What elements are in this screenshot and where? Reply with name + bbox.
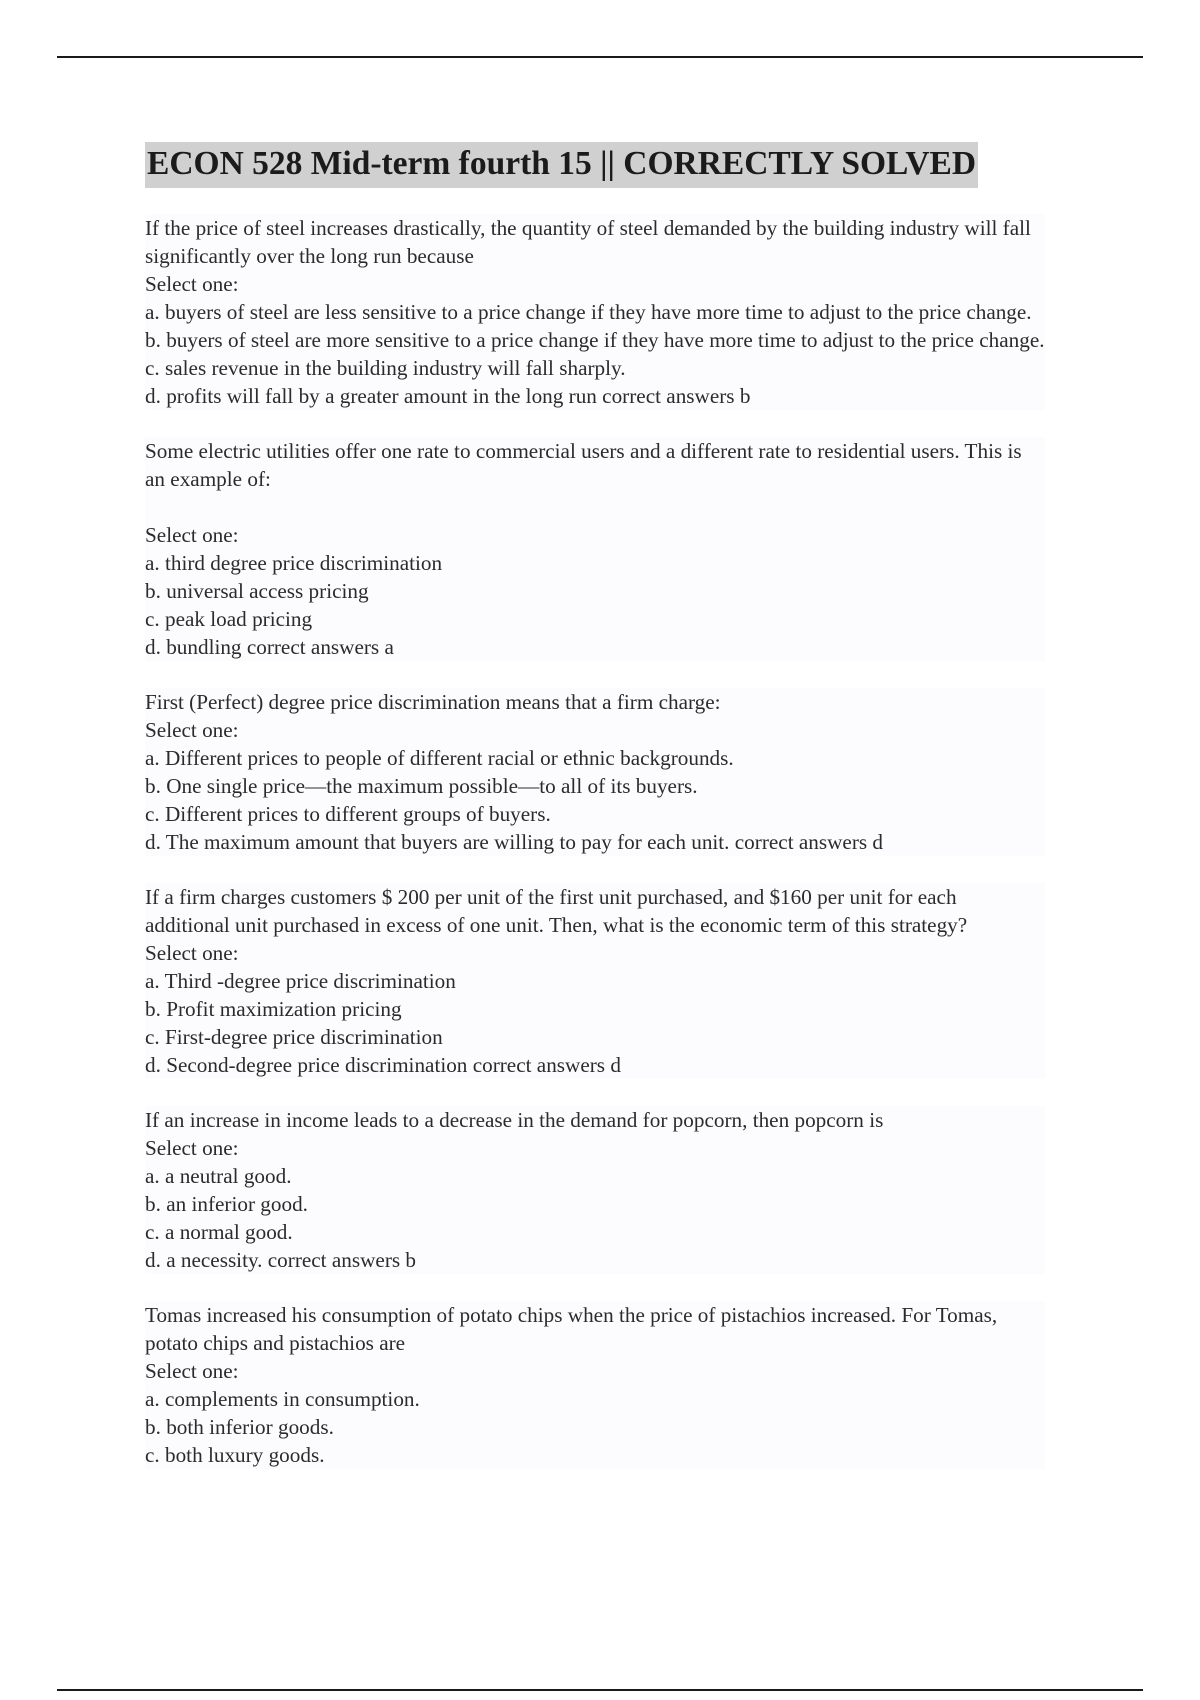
answer-option: a. buyers of steel are less sensitive to a price change if they have more time to adjust to the price change. xyxy=(145,300,1032,324)
answer-option: d. bundling correct answers a xyxy=(145,635,394,659)
answer-option: b. universal access pricing xyxy=(145,579,369,603)
question-4 xyxy=(145,883,1045,1079)
select-one-label: Select one: xyxy=(145,1359,239,1383)
document-title: ECON 528 Mid-term fourth 15 || CORRECTLY SOLVED xyxy=(145,142,978,188)
answer-option: b. both inferior goods. xyxy=(145,1415,334,1439)
answer-option: c. Different prices to different groups of buyers. xyxy=(145,802,551,826)
answer-option: a. a neutral good. xyxy=(145,1164,292,1188)
bottom-rule xyxy=(57,1689,1143,1691)
answer-option: c. sales revenue in the building industry will fall sharply. xyxy=(145,356,626,380)
select-one-label: Select one: xyxy=(145,1136,239,1160)
answer-option: b. an inferior good. xyxy=(145,1192,308,1216)
answer-option: d. a necessity. correct answers b xyxy=(145,1248,417,1272)
answer-option: d. The maximum amount that buyers are willing to pay for each unit. correct answers d xyxy=(145,830,884,854)
answer-option: c. First-degree price discrimination xyxy=(145,1025,443,1049)
answer-option: c. both luxury goods. xyxy=(145,1443,325,1467)
question-2 xyxy=(145,437,1045,661)
answer-option: b. One single price—the maximum possible—to all of its buyers. xyxy=(145,774,698,798)
answer-option: a. Third -degree price discrimination xyxy=(145,969,456,993)
answer-option: a. Different prices to people of different racial or ethnic backgrounds. xyxy=(145,746,734,770)
question-text: If a firm charges customers $ 200 per unit of the first unit purchased, and $160 per unit for each additional unit purchased in excess of one unit. Then, what is the economic term of this strategy? xyxy=(145,885,968,937)
blank-line xyxy=(145,493,1045,521)
answer-option: d. profits will fall by a greater amount in the long run correct answers b xyxy=(145,384,751,408)
question-text: If the price of steel increases drastically, the quantity of steel demanded by the building industry will fall significantly over the long run because xyxy=(145,216,1031,268)
answer-option: c. peak load pricing xyxy=(145,607,313,631)
answer-option: b. Profit maximization pricing xyxy=(145,997,402,1021)
select-one-label: Select one: xyxy=(145,718,239,742)
answer-option: c. a normal good. xyxy=(145,1220,293,1244)
question-1 xyxy=(145,214,1045,410)
document-body xyxy=(145,214,1045,1496)
question-5 xyxy=(145,1106,1045,1274)
question-6 xyxy=(145,1301,1045,1469)
answer-option: a. third degree price discrimination xyxy=(145,551,443,575)
question-text: Tomas increased his consumption of potato chips when the price of pistachios increased. For Tomas, potato chips and pistachios are xyxy=(145,1303,998,1355)
answer-option: b. buyers of steel are more sensitive to a price change if they have more time to adjust to the price change. xyxy=(145,328,1045,352)
select-one-label: Select one: xyxy=(145,941,239,965)
question-text: If an increase in income leads to a decrease in the demand for popcorn, then popcorn is xyxy=(145,1108,884,1132)
top-rule xyxy=(57,56,1143,58)
question-text: First (Perfect) degree price discrimination means that a firm charge: xyxy=(145,690,721,714)
answer-option: d. Second-degree price discrimination correct answers d xyxy=(145,1053,621,1077)
answer-option: a. complements in consumption. xyxy=(145,1387,420,1411)
question-3 xyxy=(145,688,1045,856)
question-text: Some electric utilities offer one rate to commercial users and a different rate to residential users. This is an example of: xyxy=(145,439,1022,491)
select-one-label: Select one: xyxy=(145,523,239,547)
select-one-label: Select one: xyxy=(145,272,239,296)
